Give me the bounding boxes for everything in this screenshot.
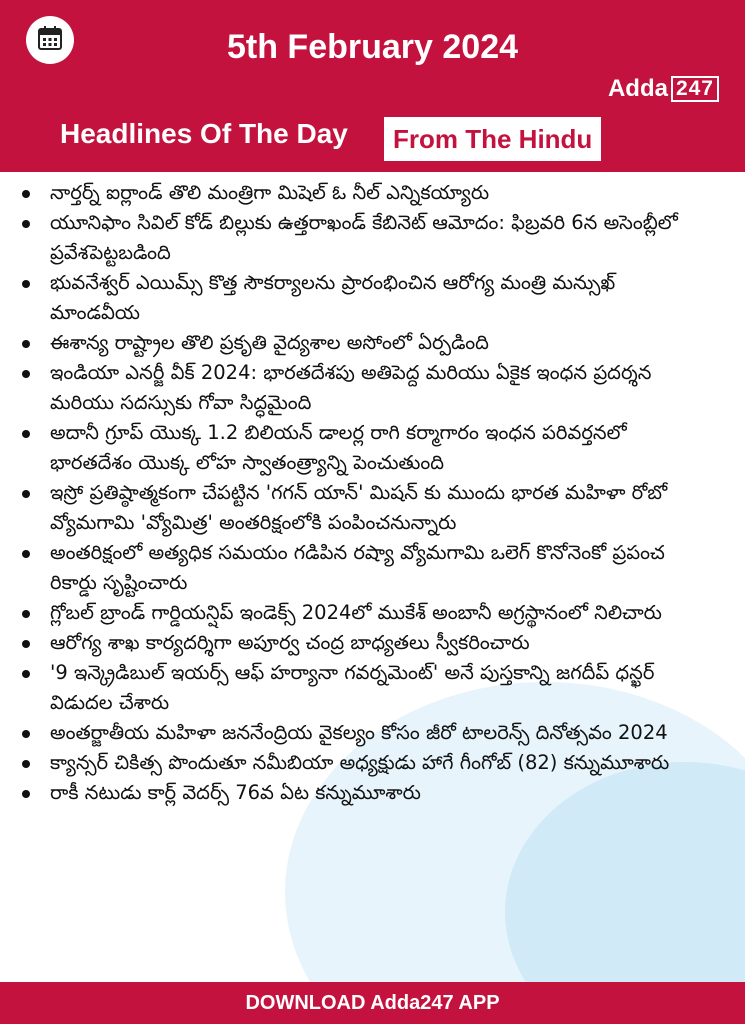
list-item — [0, 418, 745, 478]
headline-text: భువనేశ్వర్ ఎయిమ్స్ కొత్త సౌకర్యాలను ప్రారంభించిన ఆరోగ్య మంత్రి మన్సుఖ్ మాండవీయ — [50, 271, 616, 324]
headline-text: యూనిఫాం సివిల్ కోడ్ బిల్లుకు ఉత్తరాఖండ్ కేబినెట్ ఆమోదం: ఫిబ్రవరి 6న అసెంబ్లీలో ప్రవేశపెట్టబడింది — [50, 211, 678, 264]
list-item — [0, 748, 745, 778]
page-title-date: 5th February 2024 — [226, 28, 519, 66]
list-item — [0, 178, 745, 208]
headline-text: '9 ఇన్క్రెడిబుల్ ఇయర్స్ ఆఫ్ హర్యానా గవర్నమెంట్' అనే పుస్తకాన్ని జగదీప్ ధన్ఖర్ విడుదల చేశారు — [50, 661, 655, 714]
list-item — [0, 208, 745, 268]
list-item — [0, 778, 745, 808]
bullet-icon — [22, 430, 30, 438]
news-list-area — [0, 172, 745, 982]
bullet-icon — [22, 280, 30, 288]
source-label: From The Hindu — [384, 117, 601, 161]
brand-logo — [608, 74, 719, 104]
headline-text: రాకీ నటుడు కార్ల్ వెదర్స్ 76వ ఏట కన్నుమూశారు — [50, 781, 421, 804]
headline-text: అంతరిక్షంలో అత్యధిక సమయం గడిపిన రష్యా వ్యోమగామి ఒలెగ్ కొనోనెంకో ప్రపంచ రికార్డు సృష్టించారు — [50, 541, 665, 594]
bullet-icon — [22, 190, 30, 198]
brand-text: Adda — [607, 75, 668, 102]
section-heading: Headlines Of The Day — [60, 118, 348, 149]
bullet-icon — [22, 490, 30, 498]
bullet-icon — [22, 370, 30, 378]
headline-text: ఇండియా ఎనర్జీ వీక్ 2024: భారతదేశపు అతిపెద్ద మరియు ఏకైక ఇంధన ప్రదర్శన మరియు సదస్సుకు గోవా సిద్ధమైంది — [50, 361, 652, 414]
headline-text: ఆరోగ్య శాఖ కార్యదర్శిగా అపూర్వ చంద్ర బాధ్యతలు స్వీకరించారు — [50, 631, 530, 654]
list-item — [0, 358, 745, 418]
bullet-icon — [22, 730, 30, 738]
bullet-icon — [22, 790, 30, 798]
download-app-label[interactable]: DOWNLOAD Adda247 APP — [245, 991, 500, 1014]
headline-text: అంతర్జాతీయ మహిళా జననేంద్రియ వైకల్యం కోసం జీరో టాలరెన్స్ దినోత్సవం 2024 — [50, 721, 668, 744]
bullet-icon — [22, 610, 30, 618]
banner-header — [0, 0, 745, 172]
headline-text: గ్లోబల్ బ్రాండ్ గార్డియన్షిప్ ఇండెక్స్ 2024లో ముకేశ్ అంబానీ అగ్రస్థానంలో నిలిచారు — [50, 601, 662, 624]
list-item — [0, 478, 745, 538]
headline-text: ఇస్రో ప్రతిష్ఠాత్మకంగా చేపట్టిన 'గగన్ యాన్' మిషన్ కు ముందు భారత మహిళా రోబో వ్యోమగామి 'వ్యోమిత్ర' అంతరిక్షంలోకి పంపించనున్నారు — [50, 481, 668, 534]
list-item — [0, 538, 745, 598]
list-item — [0, 628, 745, 658]
headline-text: క్యాన్సర్ చికిత్స పొందుతూ నమీబియా అధ్యక్షుడు హాగే గీంగోబ్ (82) కన్నుమూశారు — [50, 751, 670, 774]
brand-number: 247 — [671, 76, 719, 102]
bullet-icon — [22, 550, 30, 558]
list-item — [0, 268, 745, 328]
list-item — [0, 328, 745, 358]
bullet-icon — [22, 760, 30, 768]
headlines-list — [0, 178, 745, 808]
headline-text: ఈశాన్య రాష్ట్రాల తొలి ప్రకృతి వైద్యశాల అసోంలో ఏర్పడింది — [50, 331, 489, 354]
bullet-icon — [22, 670, 30, 678]
headline-text: అదానీ గ్రూప్ యొక్క 1.2 బిలియన్ డాలర్ల రాగి కర్మాగారం ఇంధన పరివర్తనలో భారతదేశం యొక్క లోహ స్వాతంత్ర్యాన్ని పెంచుతుంది — [50, 421, 627, 474]
download-app-banner[interactable] — [0, 982, 745, 1024]
bullet-icon — [22, 640, 30, 648]
list-item — [0, 598, 745, 628]
list-item — [0, 658, 745, 718]
bullet-icon — [22, 340, 30, 348]
bullet-icon — [22, 220, 30, 228]
list-item — [0, 718, 745, 748]
headline-text: నార్తర్న్ ఐర్లాండ్ తొలి మంత్రిగా మిషెల్ ఓ నీల్ ఎన్నికయ్యారు — [50, 181, 490, 204]
